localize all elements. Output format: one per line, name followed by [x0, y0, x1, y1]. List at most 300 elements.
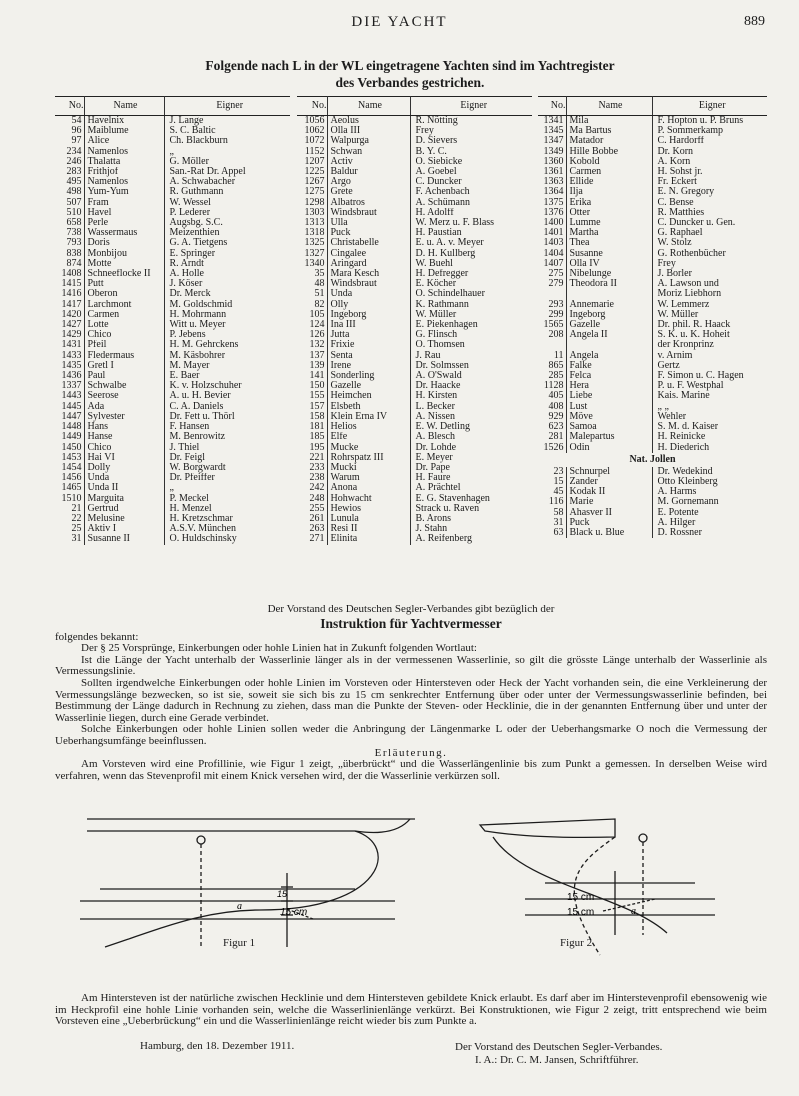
yacht-no: 1433	[55, 351, 84, 361]
table-row	[297, 514, 532, 524]
table-row	[538, 412, 767, 422]
yacht-no: 1062	[297, 126, 327, 136]
yacht-owner: G. Rothenbücher	[657, 248, 726, 259]
yacht-name: Melusine	[84, 514, 164, 524]
table-row	[55, 494, 290, 504]
table-row	[297, 218, 532, 228]
table-row	[538, 422, 767, 432]
yacht-no: 285	[538, 371, 566, 381]
table-row	[55, 504, 290, 514]
yacht-no	[538, 340, 566, 350]
yacht-name: Warum	[327, 473, 410, 483]
yacht-no: 158	[297, 412, 327, 422]
place-date: Hamburg, den 18. Dezember 1911.	[140, 1040, 295, 1052]
yacht-no: 21	[55, 504, 84, 514]
table-row	[55, 259, 290, 269]
table-row	[297, 259, 532, 269]
yacht-name: Erika	[566, 198, 652, 208]
yacht-no: 929	[538, 412, 566, 422]
table-row	[538, 269, 767, 279]
yacht-name: Larchmont	[84, 300, 164, 310]
yacht-owner: D. Sievers	[415, 136, 458, 147]
yacht-name: Aringard	[327, 259, 410, 269]
yacht-owner: C. Duncker u. Gen.	[657, 218, 736, 229]
yacht-owner: S. M. d. Kaiser	[657, 422, 719, 433]
section-headline	[60, 57, 760, 91]
yacht-name: Olla III	[327, 126, 410, 136]
yacht-name: Puck	[327, 228, 410, 238]
yacht-table-1	[55, 96, 290, 545]
yacht-no: 126	[297, 330, 327, 340]
table-row	[55, 524, 290, 534]
yacht-no: 263	[297, 524, 327, 534]
yacht-no: 15	[538, 477, 566, 487]
table-row	[297, 208, 532, 218]
col-owner: Eigner	[652, 97, 767, 116]
yacht-no: 132	[297, 340, 327, 350]
yacht-name: Schnurpel	[566, 467, 652, 477]
yacht-owner: H. Paustian	[415, 228, 462, 239]
yacht-no: 1361	[538, 167, 566, 177]
yacht-owner: Dr. Feigl	[169, 452, 206, 463]
yacht-no: 1448	[55, 422, 84, 432]
table-row	[538, 340, 767, 350]
yacht-owner: R. Guthmann	[169, 187, 224, 198]
yacht-no: 150	[297, 381, 327, 391]
paragraph: Ist die Länge der Yacht unterhalb der Wasserlinie länger als in der vermessenen Wasserlinie, so gilt die grösste Länge unterhalb der Wasserlinie als Vermessungslinie.	[55, 653, 767, 678]
yacht-owner: J. Borler	[657, 269, 692, 280]
yacht-owner: P. Meckel	[169, 493, 209, 504]
table-row	[297, 147, 532, 157]
yacht-no: 1429	[55, 330, 84, 340]
yacht-owner: E. Baer	[169, 371, 200, 382]
yacht-owner: R. Arndt	[169, 258, 204, 269]
yacht-owner: W. Müller	[415, 309, 457, 320]
table-row	[538, 477, 767, 487]
erlaeuterung-title: Erläuterung.	[374, 746, 448, 759]
yacht-no: 97	[55, 136, 84, 146]
yacht-owner: Gertz	[657, 360, 680, 371]
yacht-no: 31	[55, 534, 84, 544]
table-row	[297, 126, 532, 136]
yacht-no: 1349	[538, 147, 566, 157]
yacht-no: 96	[55, 126, 84, 136]
yacht-table-3	[538, 96, 767, 538]
yacht-owner: H. M. Gehrckens	[169, 340, 239, 351]
yacht-no: 1341	[538, 116, 566, 127]
yacht-name: Hera	[566, 381, 652, 391]
yacht-owner: B. Arons	[415, 513, 452, 524]
yacht-owner: Otto Kleinberg	[657, 476, 718, 487]
yacht-owner: A. Nissen	[415, 411, 455, 422]
yacht-owner: E. Köcher	[415, 279, 457, 290]
yacht-owner: W. Müller	[657, 309, 699, 320]
table-row	[55, 422, 290, 432]
table-row	[55, 402, 290, 412]
table-row	[297, 371, 532, 381]
yacht-name: Elsbeth	[327, 402, 410, 412]
yacht-owner: G. A. Tietgens	[169, 238, 228, 249]
table-row	[55, 514, 290, 524]
paragraph: Sollten irgendwelche Einkerbungen oder hohle Linien im Vorsteven oder Hintersteven oder Heck der Yacht vorhanden sein, die eine Verkleinerung der Vermessungslänge bezwecken, so ist sie, soweit sie sich bis zu 15 cm senkrechter Entfernung über oder unter der Vermessungswasserlinie befinden, bei Bestimmung der Länge dadurch in Rechnung zu ziehen, dass man die Punkte der Steven- oder Hecklinie, die in der genannten Entfernung über und unter der Wasserlinie liegen, durch eine Gerade verbindet.	[55, 676, 767, 724]
table-row	[55, 473, 290, 483]
table-row	[55, 463, 290, 473]
yacht-owner: C. Duncker	[415, 177, 462, 188]
yacht-name: Lotte	[84, 320, 164, 330]
table-row	[538, 467, 767, 477]
fig2-point: a	[631, 906, 636, 917]
table-row	[297, 432, 532, 442]
table-row	[297, 136, 532, 146]
yacht-no: 11	[538, 351, 566, 361]
yacht-owner: S. K. u. K. Hoheit	[657, 330, 730, 341]
figures	[55, 815, 767, 965]
yacht-name: Hans	[84, 422, 164, 432]
yacht-name: Ada	[84, 402, 164, 412]
yacht-name: Schneeflocke II	[84, 269, 164, 279]
table-row	[297, 340, 532, 350]
col-name: Name	[327, 97, 410, 116]
yacht-no: 51	[297, 289, 327, 299]
yacht-owner: Frey	[657, 258, 676, 269]
yacht-name: Havel	[84, 208, 164, 218]
table-row	[55, 320, 290, 330]
table-row	[55, 483, 290, 493]
yacht-no: 1400	[538, 218, 566, 228]
table-header	[538, 97, 767, 116]
yacht-name: Gazelle	[566, 320, 652, 330]
yacht-owner: P. Sommerkamp	[657, 126, 724, 137]
table-row	[297, 228, 532, 238]
yacht-no: 1436	[55, 371, 84, 381]
paragraph: Der § 25 Vorsprünge, Einkerbungen oder hohle Linien hat in Zukunft folgenden Wortlaut:	[81, 642, 477, 655]
yacht-name	[566, 289, 652, 299]
table-row	[55, 208, 290, 218]
yacht-no: 1375	[538, 198, 566, 208]
table-row	[55, 391, 290, 401]
yacht-no: 181	[297, 422, 327, 432]
yacht-owner: S. C. Baltic	[169, 126, 216, 137]
yacht-name: Dolly	[84, 463, 164, 473]
yacht-no: 1275	[297, 187, 327, 197]
yacht-name: Putt	[84, 279, 164, 289]
yacht-owner: H. Kirsten	[415, 391, 458, 402]
table-row	[538, 249, 767, 259]
yacht-owner: Augsbg. S.C.	[169, 218, 223, 229]
yacht-no: 1128	[538, 381, 566, 391]
yacht-owner: E. u. A. v. Meyer	[415, 238, 484, 249]
table-row	[538, 116, 767, 127]
table-row	[538, 300, 767, 310]
yacht-no: 1565	[538, 320, 566, 330]
yacht-name: Schwan	[327, 147, 410, 157]
table-row	[538, 351, 767, 361]
yacht-no: 1416	[55, 289, 84, 299]
yacht-no: 234	[55, 147, 84, 157]
yacht-no: 54	[55, 116, 84, 127]
table-row	[55, 381, 290, 391]
yacht-name: Angela	[566, 351, 652, 361]
yacht-no: 865	[538, 361, 566, 371]
yacht-owner: W. Buehl	[415, 258, 453, 269]
col-no: No.	[297, 97, 327, 116]
table-row	[538, 487, 767, 497]
yacht-name: Kobold	[566, 157, 652, 167]
table-row	[297, 330, 532, 340]
table-row	[55, 147, 290, 157]
yacht-name: Senta	[327, 351, 410, 361]
table-row	[297, 269, 532, 279]
table-row	[538, 167, 767, 177]
yacht-name: Olla IV	[566, 259, 652, 269]
yacht-owner: Dr. Lohde	[415, 442, 457, 453]
table-row	[297, 391, 532, 401]
yacht-no: 1465	[55, 483, 84, 493]
yacht-no: 157	[297, 402, 327, 412]
table-row	[297, 361, 532, 371]
col-owner: Eigner	[164, 97, 290, 116]
bekannt-line: folgendes bekannt:	[55, 630, 139, 643]
yacht-name: Unda	[327, 289, 410, 299]
yacht-owner: J. Thiel	[169, 442, 200, 453]
yacht-name: Baldur	[327, 167, 410, 177]
yacht-no: 1404	[538, 249, 566, 259]
yacht-no: 1072	[297, 136, 327, 146]
fig1-dim1: 15	[277, 889, 288, 899]
yacht-no: 1401	[538, 228, 566, 238]
yacht-name: Carmen	[566, 167, 652, 177]
yacht-no: 1415	[55, 279, 84, 289]
table-row	[538, 177, 767, 187]
yacht-name: Motte	[84, 259, 164, 269]
yacht-name: Liebe	[566, 391, 652, 401]
headline-line-1: Folgende nach L in der WL eingetragene Yachten sind im Yachtregister	[205, 58, 615, 73]
yacht-no: 293	[538, 300, 566, 310]
figure-2-label: Figur 2	[560, 937, 593, 949]
yacht-owner: F. Hansen	[169, 422, 210, 433]
table-row	[55, 289, 290, 299]
table-row	[55, 157, 290, 167]
table-header	[55, 97, 290, 116]
table-row	[297, 412, 532, 422]
yacht-no: 1345	[538, 126, 566, 136]
yacht-no: 281	[538, 432, 566, 442]
yacht-name: Cingalee	[327, 249, 410, 259]
yacht-name: Oberon	[84, 289, 164, 299]
yacht-owner: E. G. Stavenhagen	[415, 493, 490, 504]
yacht-owner: der Kronprinz	[657, 340, 714, 351]
yacht-no: 1407	[538, 259, 566, 269]
yacht-owner: J. Rau	[415, 350, 441, 361]
yacht-name: Monbijou	[84, 249, 164, 259]
yacht-no: 1456	[55, 473, 84, 483]
table-row	[55, 218, 290, 228]
yacht-name: Samoa	[566, 422, 652, 432]
headline-line-2: des Verbandes gestrichen.	[335, 75, 485, 90]
yacht-name: Grete	[327, 187, 410, 197]
yacht-owner: Strack u. Raven	[415, 503, 480, 514]
table-row	[538, 320, 767, 330]
yacht-no: 25	[55, 524, 84, 534]
table-row	[297, 453, 532, 463]
section-label: Nat. Jollen	[629, 453, 676, 465]
col-no: No.	[538, 97, 566, 116]
yacht-owner: M. Käsbohrer	[169, 350, 226, 361]
yacht-owner: A. u. H. Bevier	[169, 391, 231, 402]
yacht-name: Sonderling	[327, 371, 410, 381]
yacht-name: Mara Kesch	[327, 269, 410, 279]
yacht-owner: O. Siebicke	[415, 156, 463, 167]
fig1-dim2: 15 cm	[280, 907, 308, 918]
yacht-no: 1445	[55, 402, 84, 412]
yacht-owner: Frey	[415, 126, 434, 137]
yacht-owner: „ „	[657, 401, 669, 412]
yacht-no: 105	[297, 310, 327, 320]
table-row	[55, 534, 290, 544]
instruction-title: Instruktion für Yachtvermesser	[320, 615, 502, 631]
figure-1-drawing	[80, 819, 415, 947]
table-row	[297, 187, 532, 197]
table-row	[538, 310, 767, 320]
yacht-owner: A. O'Swald	[415, 371, 462, 382]
yacht-name: Hai VI	[84, 453, 164, 463]
yacht-name: Puck	[566, 518, 652, 528]
yacht-owner: D. Rossner	[657, 527, 702, 538]
table-row	[55, 136, 290, 146]
yacht-name: Ulla	[327, 218, 410, 228]
table-row	[55, 330, 290, 340]
table-row	[55, 443, 290, 453]
yacht-name: Felca	[566, 371, 652, 381]
table-row	[55, 412, 290, 422]
yacht-no: 116	[538, 497, 566, 507]
yacht-owner: Dr. Fett u. Thörl	[169, 411, 235, 422]
yacht-no: 1303	[297, 208, 327, 218]
table-row	[538, 508, 767, 518]
yacht-no: 1340	[297, 259, 327, 269]
table-row	[538, 198, 767, 208]
yacht-name: Hille Bobbe	[566, 147, 652, 157]
yacht-owner: A. Goebel	[415, 167, 457, 178]
yacht-no: 1443	[55, 391, 84, 401]
yacht-no: 45	[538, 487, 566, 497]
table-row	[297, 534, 532, 544]
yacht-name: Kodak II	[566, 487, 652, 497]
yacht-name: Marie	[566, 497, 652, 507]
yacht-owner: G. Raphael	[657, 228, 703, 239]
yacht-owner: San.-Rat Dr. Appel	[169, 167, 246, 178]
yacht-owner: „	[169, 483, 174, 494]
yacht-name: Helios	[327, 422, 410, 432]
table-row	[297, 351, 532, 361]
yacht-name: Mucki	[327, 463, 410, 473]
yacht-name: Chico	[84, 330, 164, 340]
yacht-owner: Dr. Wedekind	[657, 466, 713, 477]
yacht-name: Elinita	[327, 534, 410, 544]
yacht-name: Thalatta	[84, 157, 164, 167]
yacht-name: Mucke	[327, 443, 410, 453]
yacht-no: 246	[55, 157, 84, 167]
yacht-no: 255	[297, 504, 327, 514]
page-number: 889	[744, 14, 765, 29]
erlaeuterung-text: Am Vorsteven wird eine Profillinie, wie Figur 1 zeigt, „überbrückt“ und die Wasserlängenlinie bis zum Punkt a gemessen. In derselben Weise wird verfahren, wenn das Stevenprofil mit einem Knick versehen wird, der die Wasserlinie verkürzen soll.	[55, 758, 767, 782]
yacht-owner: H. Mohrmann	[169, 309, 227, 320]
fig2-dim2: 15 cm	[567, 907, 595, 918]
table-row	[55, 116, 290, 127]
yacht-no: 1450	[55, 443, 84, 453]
signature-line-2: I. A.: Dr. C. M. Jansen, Schriftführer.	[475, 1054, 639, 1066]
yacht-name: Windsbraut	[327, 279, 410, 289]
yacht-no: 1510	[55, 494, 84, 504]
yacht-owner: E. Potente	[657, 507, 699, 518]
yacht-no: 793	[55, 238, 84, 248]
table-row	[538, 218, 767, 228]
table-row	[297, 463, 532, 473]
yacht-name: Susanne II	[84, 534, 164, 544]
yacht-owner: O. Schindelhauer	[415, 289, 485, 300]
yacht-owner: J. Stahn	[415, 524, 448, 535]
yacht-owner: K. v. Holzschuher	[169, 381, 242, 392]
yacht-owner: „	[169, 146, 174, 157]
yacht-no: 1431	[55, 340, 84, 350]
table-row	[538, 208, 767, 218]
yacht-no: 408	[538, 402, 566, 412]
col-no: No.	[55, 97, 84, 116]
table-row	[297, 422, 532, 432]
table-row	[538, 361, 767, 371]
yacht-owner: F. Achenbach	[415, 187, 470, 198]
yacht-no: 1427	[55, 320, 84, 330]
figures-drawing	[55, 815, 767, 965]
yacht-no: 1447	[55, 412, 84, 422]
yacht-no: 299	[538, 310, 566, 320]
yacht-owner: A. Prächtel	[415, 483, 461, 494]
table-row	[297, 381, 532, 391]
table-header	[297, 97, 532, 116]
table-row	[55, 269, 290, 279]
table-row	[297, 238, 532, 248]
yacht-owner: Kais. Marine	[657, 391, 710, 402]
table-row	[55, 300, 290, 310]
yacht-name: Heimchen	[327, 391, 410, 401]
yacht-owner: W. Wessel	[169, 197, 211, 208]
table-row	[297, 198, 532, 208]
table-row	[55, 249, 290, 259]
table-row	[297, 116, 532, 127]
yacht-no: 82	[297, 300, 327, 310]
table-row	[55, 340, 290, 350]
yacht-owner: H. Kretzschmar	[169, 513, 233, 524]
figure-2-drawing	[480, 819, 715, 955]
yacht-no: 1417	[55, 300, 84, 310]
table-row	[538, 279, 767, 289]
yacht-owner: H. Sohst jr.	[657, 167, 703, 178]
yacht-no: 1364	[538, 187, 566, 197]
yacht-name: Marguita	[84, 494, 164, 504]
yacht-name: Martha	[566, 228, 652, 238]
yacht-owner: O. Thomsen	[415, 340, 465, 351]
yacht-name: Irene	[327, 361, 410, 371]
table-row	[55, 351, 290, 361]
yacht-no: 261	[297, 514, 327, 524]
table-row	[538, 238, 767, 248]
yacht-owner: K. Rathmann	[415, 299, 469, 310]
yacht-name: Fram	[84, 198, 164, 208]
yacht-name: Activ	[327, 157, 410, 167]
yacht-no: 185	[297, 432, 327, 442]
table-row	[297, 473, 532, 483]
yacht-name: Fledermaus	[84, 351, 164, 361]
